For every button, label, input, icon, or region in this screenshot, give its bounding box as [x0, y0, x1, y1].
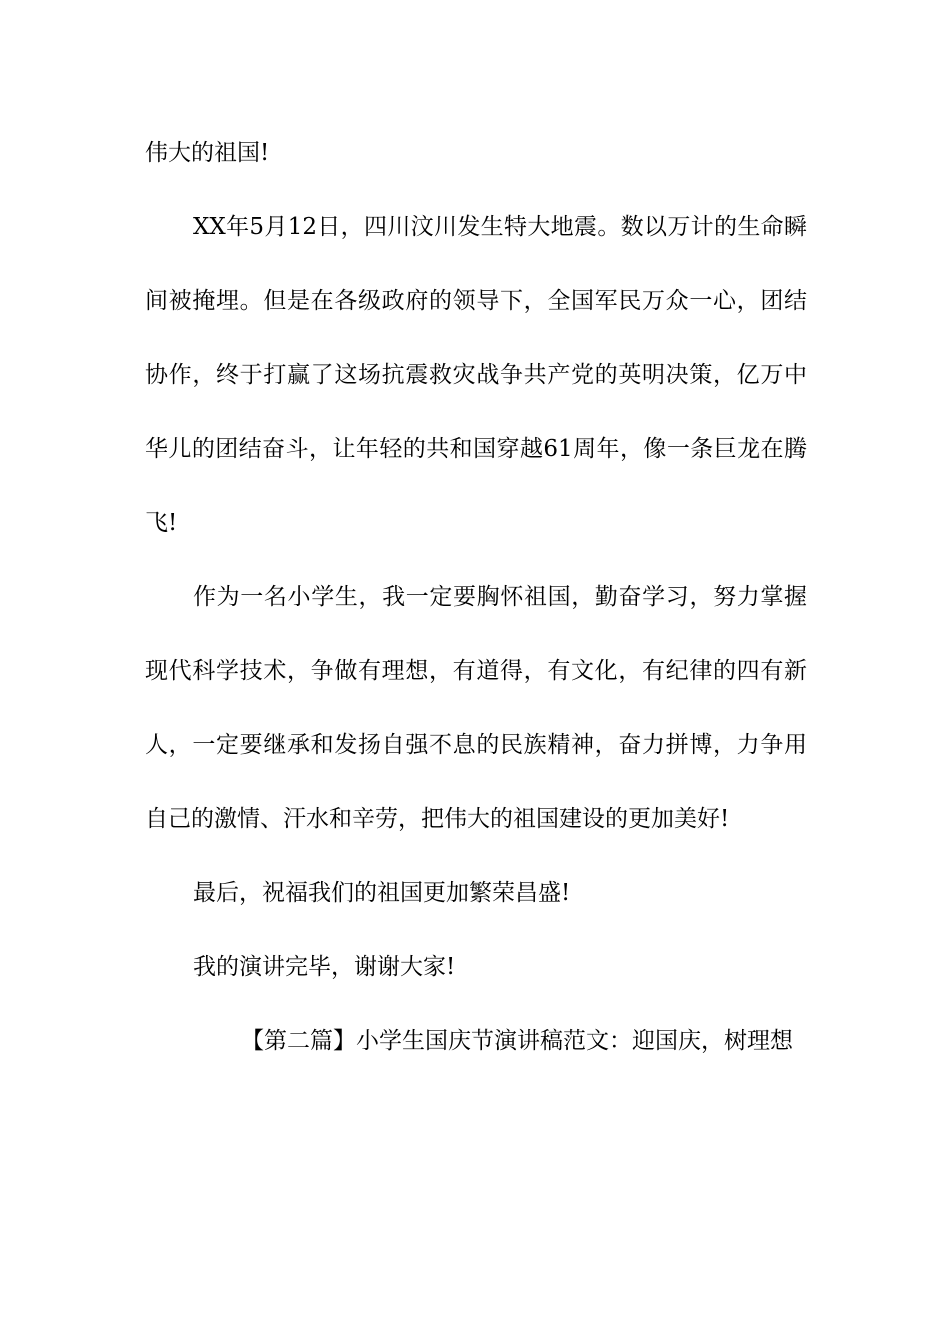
section-heading: 【第二篇】小学生国庆节演讲稿范文：迎国庆，树理想: [241, 1028, 793, 1054]
paragraph-closing-line: 伟大的祖国!: [145, 140, 270, 166]
document-body: [145, 116, 807, 1078]
paragraph-blessing: 最后，祝福我们的祖国更加繁荣昌盛!: [193, 880, 571, 906]
paragraph-earthquake: XX年5月12日，四川汶川发生特大地震。数以万计的生命瞬间被掩埋。但是在各级政府的领导下，全国军民万众一心，团结协作，终于打赢了这场抗震救灾战争共产党的英明决策，亿万中华儿的团结奋斗，让年轻的共和国穿越61周年，像一条巨龙在腾飞!: [145, 214, 807, 536]
paragraph-student-pledge: 作为一名小学生，我一定要胸怀祖国，勤奋学习，努力掌握现代科学技术，争做有理想，有道得，有文化，有纪律的四有新人，一定要继承和发扬自强不息的民族精神，奋力拼博，力争用自己的激情、汗水和辛劳，把伟大的祖国建设的更加美好!: [145, 584, 807, 832]
paragraph-thanks: 我的演讲完毕，谢谢大家!: [193, 954, 456, 980]
